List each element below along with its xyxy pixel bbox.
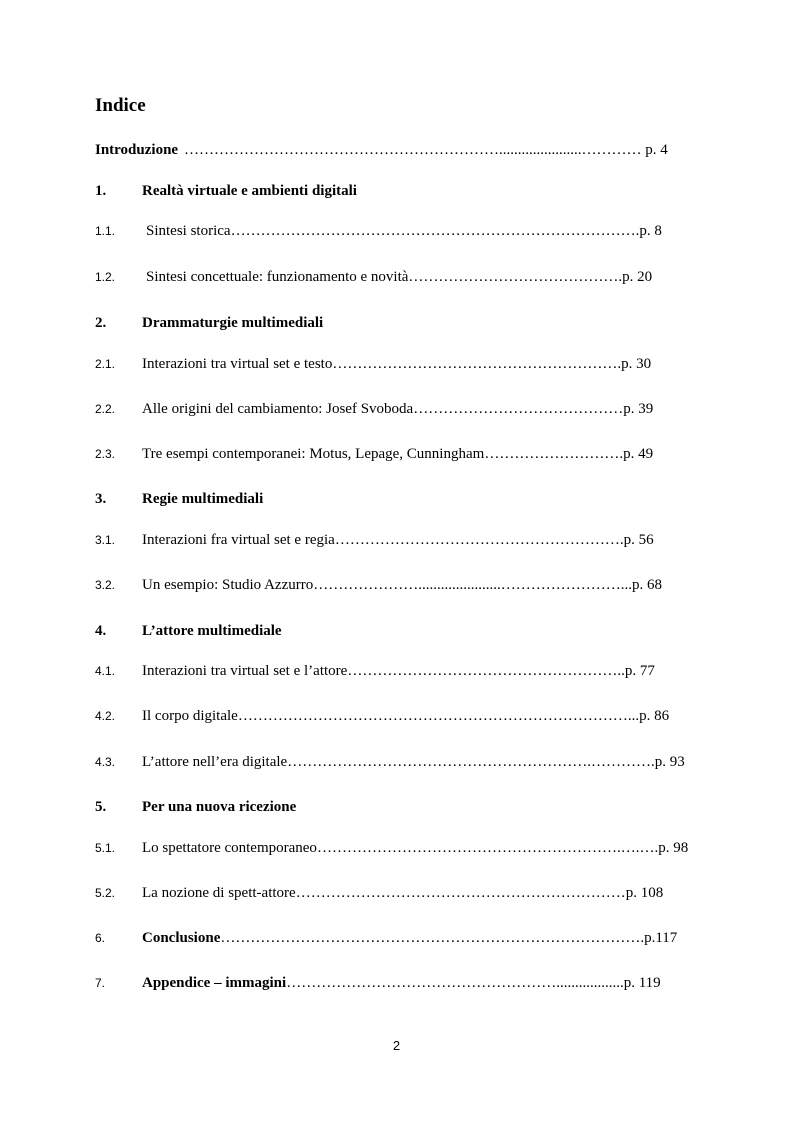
toc-entry-number: 5.2. <box>95 886 116 900</box>
toc-entry-text: Il corpo digitale……………………………………………………………………...p. 86 <box>142 708 670 724</box>
toc-entry <box>0 661 793 681</box>
toc-entry-number: 4.2. <box>95 709 116 723</box>
toc-entry-text: Interazioni tra virtual set e l’attore………………………………………………..p. 77 <box>142 663 655 679</box>
toc-entry <box>0 838 793 858</box>
toc-section-title: Realtà virtuale e ambienti digitali <box>142 183 357 199</box>
toc-section-title: Drammaturgie multimediali <box>142 315 324 331</box>
toc-entry-number: 6. <box>95 931 106 945</box>
toc-section-heading <box>0 181 793 201</box>
toc-section-heading <box>0 313 793 333</box>
toc-entry-text: Sintesi storica……………………………………………………………………….p. 8 <box>146 223 662 239</box>
toc-entry <box>0 221 793 241</box>
toc-entry-number: 7. <box>95 976 106 990</box>
toc-entry-text: Lo spettatore contemporaneo…………………………………………………….….….p. 98 <box>142 840 689 856</box>
toc-entry-number: 5.1. <box>95 841 116 855</box>
toc-entry <box>0 140 793 160</box>
toc-entry <box>0 973 793 993</box>
toc-section-title: Regie multimediali <box>142 491 264 507</box>
toc-entry-text: Alle origini del cambiamento: Josef Svoboda……………………………………p. 39 <box>142 401 654 417</box>
toc-entry-text: Introduzione <box>95 142 179 158</box>
toc-entry-number: 2.1. <box>95 357 116 371</box>
toc-entry <box>0 444 793 464</box>
toc-entry-number: 3.1. <box>95 533 116 547</box>
toc-entry-number: 2.3. <box>95 447 116 461</box>
toc-section-heading <box>0 489 793 509</box>
toc-entry-text: Tre esempi contemporanei: Motus, Lepage, Cunningham……………………….p. 49 <box>142 446 654 462</box>
toc-entry-text: La nozione di spett-attore…………………………………………………………p. 108 <box>142 885 664 901</box>
toc-entry-text: Appendice – immagini………………………………………………..................p. 119 <box>142 975 661 991</box>
toc-entry <box>0 752 793 772</box>
page-number: 2 <box>392 1038 401 1053</box>
toc-section-number: 4. <box>95 623 107 639</box>
toc-section-number: 3. <box>95 491 107 507</box>
toc-entry-text: Sintesi concettuale: funzionamento e novità…………………………………….p. 20 <box>146 269 653 285</box>
toc-entry-text: Un esempio: Studio Azzurro…………………......................……………………...p. 68 <box>142 577 662 593</box>
toc-entry-text: Interazioni fra virtual set e regia………………………………………………….p. 56 <box>142 532 654 548</box>
toc-entry-number: 3.2. <box>95 578 116 592</box>
toc-entry-number: 1.2. <box>95 270 116 284</box>
toc-entry-text: L’attore nell’era digitale…………………………………………………….………….p. 93 <box>142 754 685 770</box>
toc-entry-leader: ………………………………………………………......................………… p. 4 <box>184 142 668 158</box>
toc-entry-number: 4.3. <box>95 755 116 769</box>
toc-section-number: 2. <box>95 315 107 331</box>
page-title: Indice <box>95 95 146 116</box>
toc-entry <box>0 928 793 948</box>
toc-section-heading <box>0 621 793 641</box>
toc-section-number: 5. <box>95 799 107 815</box>
toc-entry <box>0 883 793 903</box>
toc-entry <box>0 354 793 374</box>
toc-section-heading <box>0 797 793 817</box>
toc-entry <box>0 575 793 595</box>
toc-entry-text: Conclusione………………………………………………………………………….p.117 <box>142 930 678 946</box>
toc-entry-number: 4.1. <box>95 664 116 678</box>
toc-section-title: L’attore multimediale <box>142 623 282 639</box>
toc-section-title: Per una nuova ricezione <box>142 799 297 815</box>
toc-section-number: 1. <box>95 183 107 199</box>
toc-entry-text: Interazioni tra virtual set e testo………………………………………………….p. 30 <box>142 356 652 372</box>
toc-entry <box>0 399 793 419</box>
toc-entry-number: 1.1. <box>95 224 116 238</box>
toc-entry-number: 2.2. <box>95 402 116 416</box>
toc-entry <box>0 706 793 726</box>
toc-entry <box>0 267 793 287</box>
toc-entry <box>0 530 793 550</box>
